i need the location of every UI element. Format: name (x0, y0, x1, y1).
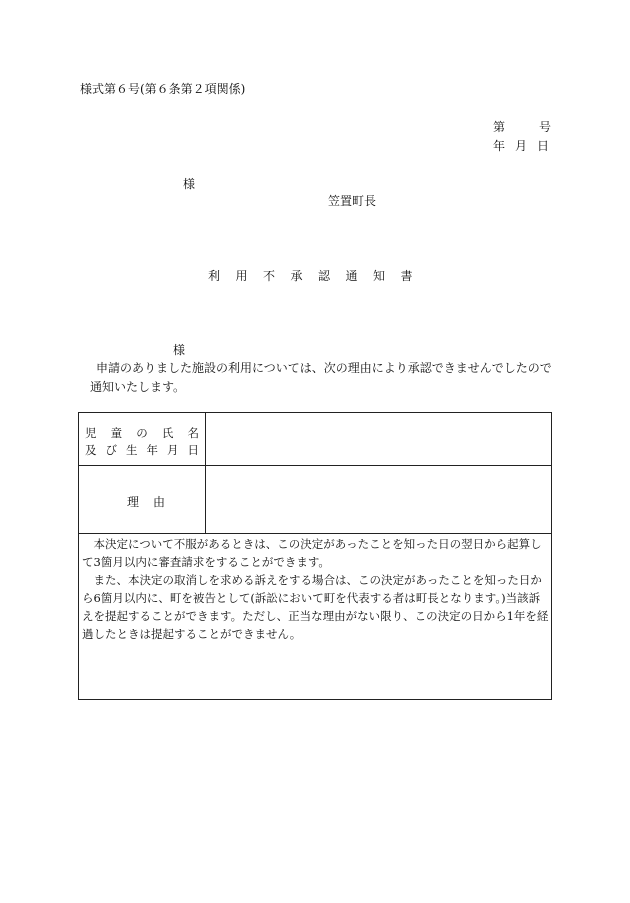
date-day: 日 (537, 139, 550, 153)
name-label-line-1: 児 童 の 氏 名 (85, 426, 199, 440)
recipient-honorific-body: 様 (173, 343, 186, 357)
name-label-line-2: 及 び 生 年 月 日 (85, 443, 199, 457)
column-divider (205, 413, 206, 533)
appeal-notice-para-1: 本決定について不服があるときは、この決定があったことを知った日の翌日から起算して3箇月以内に審査請求をすることができます。 (82, 537, 542, 569)
number-suffix: 号 (539, 120, 552, 134)
name-birthdate-label (85, 425, 199, 459)
name-birthdate-value (211, 427, 541, 455)
document-title: 利用不承認通知書 (208, 269, 429, 283)
recipient-honorific-top: 様 (183, 177, 196, 191)
issuer-name: 笠置町長 (328, 194, 377, 208)
document-date (493, 137, 549, 154)
reason-value (211, 475, 541, 525)
body-line-2: 通知いたします。 (90, 380, 186, 394)
number-prefix: 第 (493, 120, 506, 134)
row-divider-2 (79, 533, 551, 534)
appeal-notice-para-2: また、本決定の取消しを求める訴えをする場合は、この決定があったことを知った日から6箇月以内に、町を被告として(訴訟において町を代表する者は町長となります。)当該訴えを提起することができます。ただし、正当な理由がない限り、この決定の日から1年を経過したときは提起することができません。 (82, 573, 549, 641)
info-table (78, 412, 552, 700)
date-month: 月 (515, 139, 528, 153)
appeal-notice (82, 535, 550, 643)
body-line-1: 申請のありました施設の利用については、次の理由により承認できませんでしたので (96, 361, 552, 375)
body-text (84, 359, 554, 397)
form-label: 様式第６号(第６条第２項関係) (80, 82, 246, 96)
row-divider-1 (79, 465, 551, 466)
reason-label: 理由 (127, 495, 180, 509)
date-year: 年 (493, 139, 506, 153)
document-number (493, 118, 551, 135)
